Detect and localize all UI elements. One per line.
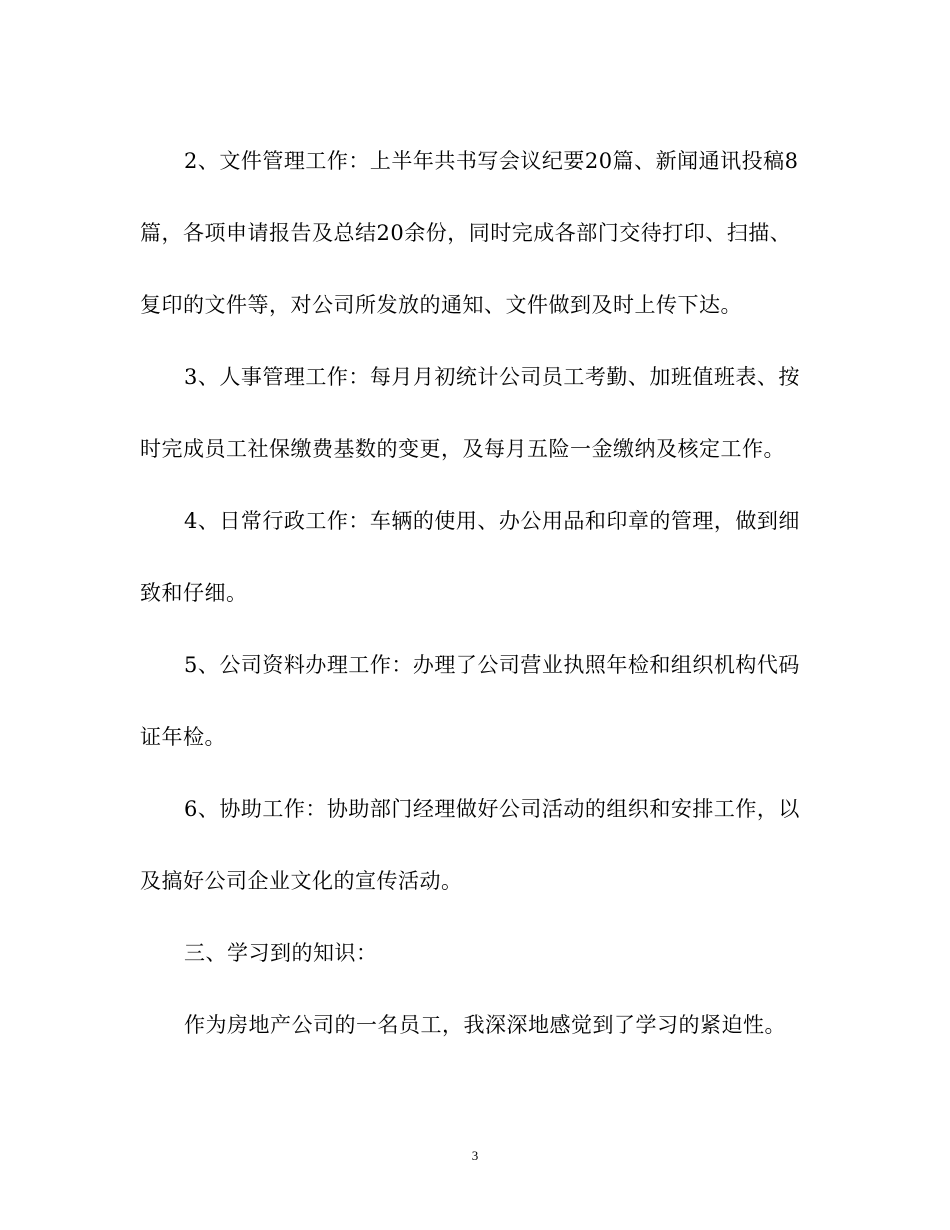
paragraph-line: 4、日常行政工作：车辆的使用、办公用品和印章的管理，做到细	[184, 509, 800, 533]
paragraph-line: 致和仔细。	[140, 581, 248, 605]
paragraph-line: 5、公司资料办理工作：办理了公司营业执照年检和组织机构代码	[184, 653, 800, 677]
paragraph-line: 复印的文件等，对公司所发放的通知、文件做到及时上传下达。	[140, 293, 742, 317]
paragraph-line: 2、文件管理工作：上半年共书写会议纪要20篇、新闻通讯投稿8	[184, 149, 799, 173]
paragraph-line: 时完成员工社保缴费基数的变更，及每月五险一金缴纳及核定工作。	[140, 437, 785, 461]
paragraph-line: 3、人事管理工作：每月月初统计公司员工考勤、加班值班表、按	[184, 365, 800, 389]
section-heading: 三、学习到的知识：	[184, 941, 378, 965]
paragraph-line: 及搞好公司企业文化的宣传活动。	[140, 869, 463, 893]
paragraph-line: 6、协助工作：协助部门经理做好公司活动的组织和安排工作，以	[184, 797, 800, 821]
page-number: 3	[471, 1148, 479, 1163]
paragraph-line: 证年检。	[140, 725, 226, 749]
paragraph-line: 作为房地产公司的一名员工，我深深地感觉到了学习的紧迫性。	[184, 1013, 786, 1037]
paragraph-line: 篇，各项申请报告及总结20余份，同时完成各部门交待打印、扫描、	[140, 221, 792, 245]
